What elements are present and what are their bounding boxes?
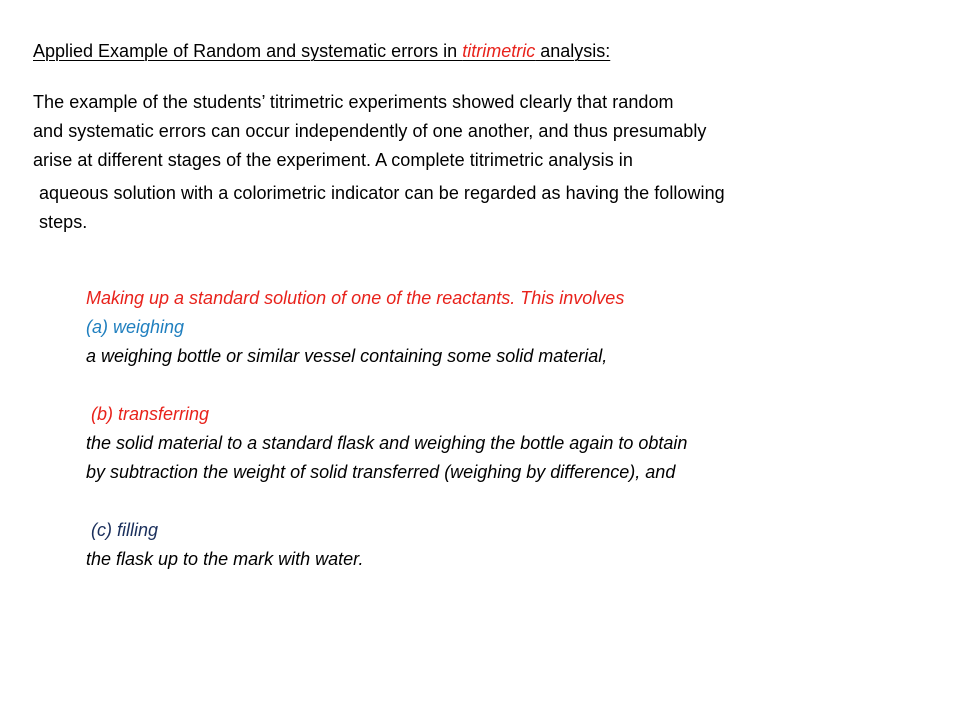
- title-prefix: Applied Example of Random and systematic errors in: [33, 41, 463, 61]
- step-a-text: a weighing bottle or similar vessel containing some solid material,: [86, 346, 608, 366]
- step-a-label: (a) weighing: [86, 317, 185, 337]
- intro-line: steps.: [39, 212, 88, 232]
- step-c-text: the flask up to the mark with water.: [86, 549, 364, 569]
- step-b-label: (b) transferring: [86, 404, 210, 424]
- steps-heading: Making up a standard solution of one of the reactants. This involves: [86, 288, 625, 308]
- step-b-text: by subtraction the weight of solid transferred (weighing by difference), and: [86, 462, 676, 482]
- title-highlight: titrimetric: [462, 41, 536, 61]
- title-suffix: analysis:: [535, 41, 611, 61]
- intro-line: aqueous solution with a colorimetric indicator can be regarded as having the following: [39, 183, 725, 203]
- intro-line: and systematic errors can occur independently of one another, and thus presumably: [33, 121, 707, 141]
- intro-line: The example of the students’ titrimetric experiments showed clearly that random: [33, 92, 674, 112]
- step-c-label: (c) filling: [86, 520, 159, 540]
- page-title: [33, 40, 610, 62]
- step-b-text: the solid material to a standard flask and weighing the bottle again to obtain: [86, 433, 688, 453]
- intro-line: arise at different stages of the experiment. A complete titrimetric analysis in: [33, 150, 633, 170]
